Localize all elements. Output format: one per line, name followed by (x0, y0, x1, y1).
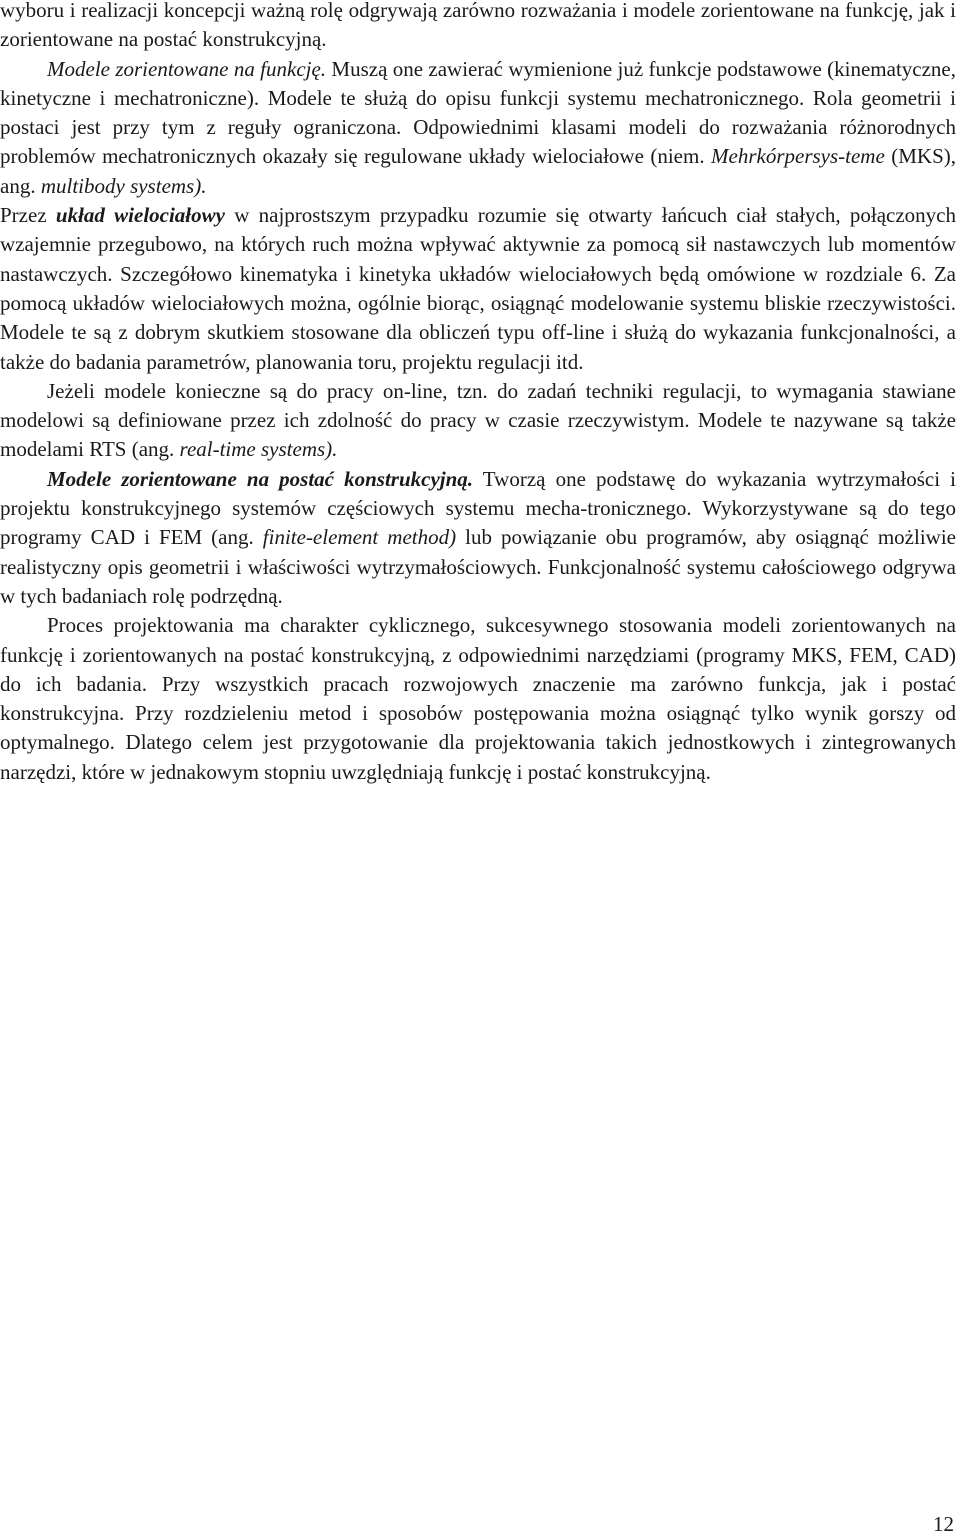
text-segment: w najprostszym przypadku rozumie się otwarty łańcuch ciał stałych, połączonych wzajemnie przegubowo, na których ruch można wpływać aktywnie za pomocą sił nastawczych lub momentów nastawczych. Szczegółowo kinematyka i kinetyka układów wielociałowych będą omówione w rozdziale 6. Za pomocą układów wielociałowych można, ogólnie biorąc, osiągnąć modelowanie systemu bliskie rzeczywistości. Modele te są z dobrym skutkiem stosowane dla obliczeń typu off-line i służą do wykazania funkcjonalności, a także do badania parametrów, planowania toru, projektu regulacji itd. (0, 203, 956, 374)
paragraph-multibody-definition (0, 201, 956, 377)
term-real-time-systems: real-time systems). (179, 437, 338, 462)
text-segment: wyboru i realizacji koncepcji ważną rolę odgrywają zarówno rozważania i modele zorientowane na funkcję, jak i zorientowane na postać konstrukcyjną. (0, 0, 956, 52)
paragraph-design-process (0, 611, 956, 787)
heading-function-models: Modele zorientowane na funkcję. (47, 56, 327, 81)
page-number: 12 (933, 1512, 954, 1536)
text-segment: (MKS), ang. (0, 144, 956, 198)
text-segment: Proces projektowania ma charakter cyklicznego, sukcesywnego stosowania modeli zorientowanych na funkcję i zorientowanych na postać konstrukcyjną, z odpowiednimi narzędziami (programy MKS, FEM, CAD) do ich badania. Przy wszystkich pracach rozwojowych znaczenie ma zarówno funkcja, jak i postać konstrukcyjna. Przy rozdzieleniu metod i sposobów postępowania można osiągnąć tylko wynik gorszy od optymalnego. Dlatego celem jest przygotowanie dla projektowania takich jednostkowych i zintegrowanych narzędzi, które w jednakowym stopniu uwzględniają funkcję i postać konstrukcyjną. (0, 613, 956, 784)
text-segment: Muszą one zawierać wymienione już funkcje podstawowe (kinematyczne, kinetyczne i mechatroniczne). Modele te służą do opisu funkcji systemu mechatronicznego. Rola geometrii i postaci jest przy tym z reguły ograniczona. Odpowiednimi klasami modeli do rozważania różnorodnych problemów mechatronicznych okazały się regulowane układy wielociałowe (niem. (0, 56, 957, 169)
text-segment: lub powiązanie obu programów, aby osiągnąć możliwie realistyczny opis geometrii i właściwości wytrzymałościowych. Funkcjonalność systemu całościowego odgrywa w tych badaniach rolę podrzędną. (0, 525, 956, 608)
paragraph-shape-models (0, 465, 956, 611)
text-segment: Tworzą one podstawę do wykazania wytrzymałości i projektu konstrukcyjnego systemów częściowych systemu mecha-tronicznego. Wykorzystywane są do tego programy CAD i FEM (ang. (0, 466, 956, 550)
text-segment: Przez (0, 203, 56, 228)
heading-shape-models: Modele zorientowane na postać konstrukcyjną. (47, 466, 474, 491)
paragraph-function-models (0, 55, 956, 201)
term-multibody-system: układ wielociałowy (55, 203, 225, 228)
term-multibody-systems: multibody systems). (40, 173, 207, 198)
paragraph-intro (0, 0, 956, 55)
term-finite-element-method: finite-element method) (262, 525, 457, 550)
paragraph-online-models (0, 377, 956, 465)
term-mehrkorpersysteme: Mehrkórpersys-teme (711, 144, 885, 169)
text-segment: Jeżeli modele konieczne są do pracy on-line, tzn. do zadań techniki regulacji, to wymagania stawiane modelowi są definiowane przez ich zdolność do pracy w czasie rzeczywistym. Modele te nazywane są także modelami RTS (ang. (0, 378, 956, 462)
